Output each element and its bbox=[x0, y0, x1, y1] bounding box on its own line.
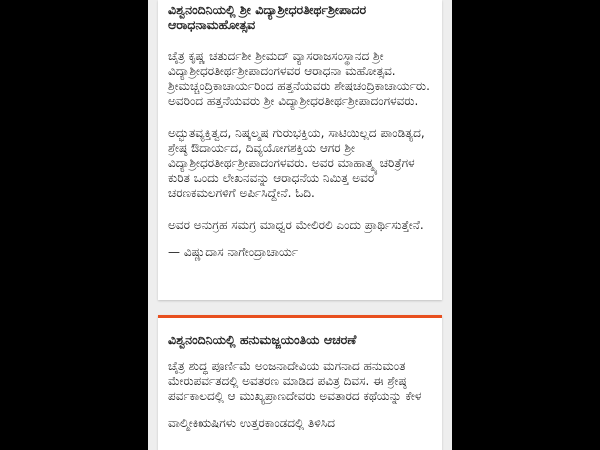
article-card bbox=[158, 0, 442, 300]
article-paragraph: ಅದ್ಭುತವ್ಯಕ್ತಿತ್ವದ, ನಿಷ್ಕಲ್ಮಷ ಗುರುಭಕ್ತಿಯ, ಸಾಟಿಯಿಲ್ಲದ ಪಾಂಡಿತ್ಯದ, ಶ್ರೇಷ್ಠ ಔದಾರ್ಯದ, ದಿವ್ಯಯೋಗಶಕ್ತಿಯ ಆಗರ ಶ್ರೀ ವಿದ್ಯಾಶ್ರೀಧರತೀರ್ಥಶ್ರೀಪಾದಂಗಳವರು. ಅವರ ಮಾಹಾತ್ಮ್ಯ ಚರಿತ್ರೆಗಳ ಕುರಿತ ಒಂದು ಲೇಖನವನ್ನು ಆರಾಧನೆಯ ನಿಮಿತ್ತ ಅವರ ಚರಣಕಮಲಗಳಿಗೆ ಅರ್ಪಿಸಿದ್ದೇನೆ. ಓದಿ. bbox=[168, 126, 425, 200]
article-paragraph: ಅವರ ಅನುಗ್ರಹ ಸಮಗ್ರ ಮಾಧ್ವರ ಮೇಲಿರಲಿ ಎಂದು ಪ್ರಾರ್ಥಿಸುತ್ತೇನೆ. bbox=[168, 218, 424, 232]
article-card bbox=[158, 315, 442, 450]
article-title[interactable]: ವಿಶ್ವನಂದಿನಿಯಲ್ಲಿ ಹನುಮಜ್ಜಯಂತಿಯ ಆಚರಣೆ bbox=[168, 332, 357, 347]
article-paragraph: ವಾಲ್ಮೀಕಿಋಷಿಗಳು ಉತ್ತರಕಾಂಡದಲ್ಲಿ ತಿಳಿಸಿದ bbox=[168, 416, 335, 430]
feed-page bbox=[148, 0, 452, 450]
article-title[interactable]: ವಿಶ್ವನಂದಿನಿಯಲ್ಲಿ ಶ್ರೀ ವಿದ್ಯಾಶ್ರೀಧರತೀರ್ಥಶ್ರೀಪಾದರ ಆರಾಧನಾಮಹೋತ್ಸವ bbox=[168, 2, 367, 32]
article-paragraph: ಚೈತ್ರ ಶುದ್ಧ ಪೂರ್ಣಿಮೆ ಅಂಜನಾದೇವಿಯ ಮಗನಾದ ಹನುಮಂತ ಮೇರುಪರ್ವತದಲ್ಲಿ ಅವತರಣ ಮಾಡಿದ ಪವಿತ್ರ ದಿವಸ. ಈ ಶ್ರೇಷ್ಠ ಪರ್ವಕಾಲದಲ್ಲಿ ಆ ಮುಖ್ಯಪ್ರಾಣದೇವರು ಅವತಾರದ ಕಥೆಯನ್ನು ಕೇಳ bbox=[168, 359, 422, 403]
article-signature: — ವಿಷ್ಣುದಾಸ ನಾಗೇಂದ್ರಾಚಾರ್ಯ bbox=[168, 245, 299, 259]
article-paragraph: ಚೈತ್ರ ಕೃಷ್ಣ ಚತುರ್ದಶೀ ಶ್ರೀಮದ್ ವ್ಯಾಸರಾಜಸಂಸ್ಥಾನದ ಶ್ರೀ ವಿದ್ಯಾಶ್ರೀಧರತೀರ್ಥಶ್ರೀಪಾದಂಗಳವರ ಆರಾಧನಾ ಮಹೋತ್ಸವ. ಶ್ರೀಮಚ್ಚಂದ್ರಿಕಾಚಾರ್ಯರಿಂದ ಹತ್ತನೆಯವರು ಶೇಷಚಂದ್ರಿಕಾಚಾರ್ಯರು. ಅವರಿಂದ ಹತ್ತನೆಯವರು ಶ್ರೀ ವಿದ್ಯಾಶ್ರೀಧರತೀರ್ಥಶ್ರೀಪಾದಂಗಳವರು. bbox=[168, 49, 430, 108]
